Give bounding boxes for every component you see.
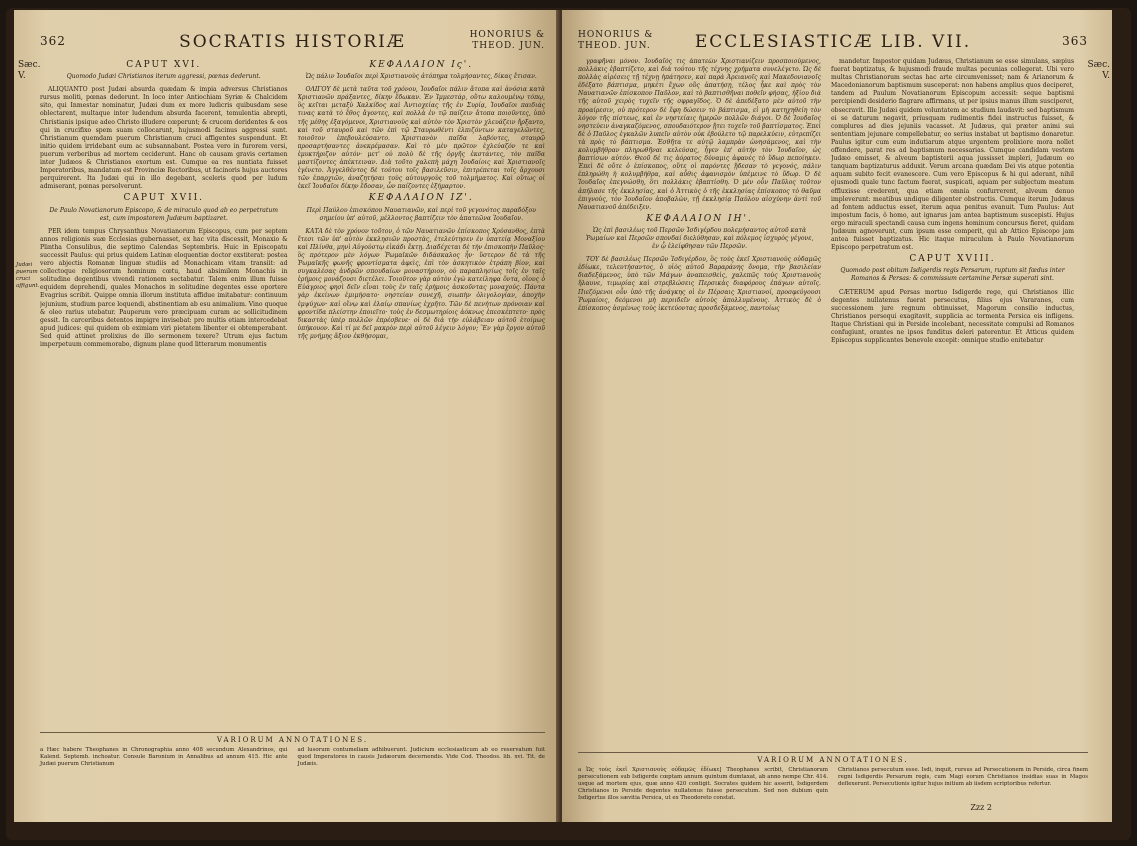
right-page [562, 10, 1112, 822]
kephalaion-17-continued: γραφῆναι μόνον. Ἰουδαῖός τις ἀπατεὼν Χριστιανίζειν προσποιούμενος, πολλάκις ἐβαπτίζετο, καὶ διὰ τούτου τῆς τέχνης χρήματα συνελέγετο. Ὡς δὲ πολλὰς αἱρέσεις τῇ τέχνῃ ἠπάτησεν, καὶ παρὰ Ἀρειανοῖς καὶ Μακεδονιανοῖς ἐδέξατο βάπτισμα, μηκέτι ἔχων οὓς ἀπατήσῃ, τέλος ἧκε καὶ πρὸς τὸν Ναυατιανῶν ἐπίσκοπον Παῦλον, καὶ τὸ βαπτισθῆναι ποθεῖν φήσας, ἠξίου διὰ τῆς αὐτοῦ χειρὸς τυχεῖν τῆς σφραγῖδος. Ὁ δὲ ἀπεδέξατο μὲν αὐτοῦ τὴν προαίρεσιν, οὐ πρότερον δὲ ἔφη δώσειν τὸ βάπτισμα, εἰ μὴ κατηχηθείη τὸν λόγον τῆς πίστεως, καὶ ἐν νηστείαις ἡμερῶν πολλῶν διάγοι. Ὁ δὲ Ἰουδαῖος νηστεύειν ἀναγκαζόμενος, σπουδαιότερον ᾔτει τυχεῖν τοῦ βαπτίσματος. Ἐπεὶ δὲ ὁ Παῦλος ἐγκαλῶν λυπεῖν αὐτὸν οὐκ ἐβούλετο τῷ παρελκύειν, εὐτρεπίζει τὰ πρὸς τὸ βάπτισμα. Ἐσθῆτα τε αὐτῷ λαμπρὰν ὠνησάμενος, καὶ τὴν κολυμβήθραν πληρωθῆναι κελεύσας, ἦγεν ἐπ' αὐτὴν τὸν Ἰουδαῖον, ὡς βαπτίσων αὐτόν. Θεοῦ δέ τις ἀόρατος δύναμις ἀφανὲς τὸ ὕδωρ πεποίηκεν. Ἐπεὶ δὲ οὔτε ὁ ἐπίσκοπος, οὔτε οἱ παρόντες ᾔδεσαν τὸ γεγονός, πάλιν ἐπληρώθη ἡ κολυμβήθρα, καὶ αὖθις ἀφανισμὸν ὑπέμεινε τὸ ὕδωρ. Ὁ δὲ Ἰουδαῖος ἐπεγνώσθη, ὅτι πολλάκις ἐβαπτίσθη. Ὁ μὲν οὖν Παῦλος τοῦτον ἀπήλασε τῆς ἐκκλησίας, καὶ ὁ Ἀττικὸς ὁ τῆς ἐκκλησίας ἐπίσκοπος τὸ θαῦμα ἐπιγνοὺς, τὸν Ἰουδαῖον ἀποβαλὼν, τῇ ἐκκλησίᾳ Παύλου αἰσχύνην ἀντὶ τοῦ Ναυατιανοῦ ἀπέδειξεν. [578, 58, 821, 211]
left-note-col2: ad lusorum contumeliam adhibuerunt. Judicium ecclesiasticum ab eo reservatum fuit quod Imperatores in causis Judæorum decernendis. Vide Cod. Theodos. lib. xvi. Tit. de Judæis. [297, 747, 545, 767]
kephalaion-17-heading: ΚΕΦΑΛΑΙΟΝ ΙΖ'. [368, 193, 474, 204]
right-greek-column [578, 58, 821, 748]
caput-xviii-text: CÆTERUM apud Persas mortuo Isdigerde rege, qui Christianos illic degentes nullatenus fuerat persecutus, filius ejus Vararanes, cum successionem jure regnum obtinuisset, Magorum consilio inductus, Christianos persequi exagitavit, supplicia ac tormenta Persica eis infligens. Itaque Christiani qui in Perside incolebant, necessitate compulsi ad Romanos confugiunt, orantes ne ipsos funditus deleri paterentur. Et Atticus quidem Episcopus supplicantes benevole excepit: omnique studio enitebatur [831, 288, 1074, 345]
running-right-line2: THEOD. JUN. [472, 41, 545, 51]
kephalaion-17-text: ΚΑΤΑ δὲ τὸν χρόνον τοῦτον, ὁ τῶν Ναυατιανῶν ἐπίσκοπος Χρύσανθος, ἑπτὰ ἔτεσι τῶν ὑπ' αὐτὸν ἐκκλησιῶν προστὰς, ἐτελεύτησεν ἐν ὑπατείᾳ Μοναξίου καὶ Πλίνθα, μηνὶ Αὐγούστῳ εἰκάδι ἕκτῃ. Διαδέχεται δὲ τὴν ἐπισκοπὴν Παῦλος· ὃς πρότερον μὲν λόγων Ῥωμαϊκῶν διδάσκαλος ἦν· ὕστερον δὲ τὰ τῆς Ῥωμαϊκῆς φωνῆς φροντίσματα ἀφεὶς, ἐπὶ τὸν ἀσκητικὸν ἐτράπη βίον, καὶ συγκαλέσας ἀνδρῶν σπουδαίων μοναστήριον, οὐ παραπλησίως τοῖς ἐν ταῖς ἐρήμοις μονάζουσι διετέλει. Τοιοῦτον γὰρ αὐτὸν ἐγὼ κατείληφα ὄντα, οἵους ὁ Εὐάγριος φησὶ δεῖν εἶναι τοὺς ἐν ταῖς ἐρήμοις ἀσκοῦντας μοναχούς. Πάντα γὰρ ἐκείνων ἐμιμήσατο· νηστείαν συνεχῆ, σιωπὴν ὀλιγολογίαν, ἀποχὴν ἐμψύχων· καὶ οἴνῳ καὶ ἐλαίῳ σπανίως ἐχρῆτο. Τῶν δὲ πενήτων πρόνοιαν καὶ φροντίδα πλείστην ἐποιεῖτο· τοὺς ἐν δεσμωτηρίοις ἀόκνως ἐπεσκέπτετο· πρὸς δικαστὰς ὑπὲρ πολλῶν ἐπρέσβευε· οἱ δὲ διὰ τὴν εὐλάβειαν αὐτοῦ ἑτοίμως ὑπήκουον. Καὶ τί με δεῖ μακρὸν περὶ αὐτοῦ λέγειν λόγον; Ἓν γὰρ ἔργον αὐτοῦ τῆς μνήμης ἄξιον ἐκθήσομαι, [297, 227, 545, 340]
kephalaion-17-summary: Περὶ Παύλου ἐπισκόπου Ναυατιανῶν, καὶ περὶ τοῦ γεγονότος παραδόξου σημείου ὑπ' αὐτοῦ, μέλλοντος βαπτίζειν τὸν ἀπατεῶνα Ἰουδαῖον. [306, 206, 536, 222]
kephalaion-18-heading: ΚΕΦΑΛΑΙΟΝ ΙΗ'. [646, 213, 753, 224]
left-page-number: 362 [40, 34, 66, 48]
left-running-head [40, 28, 545, 58]
left-page [14, 10, 559, 822]
running-left-line2: THEOD. JUN. [578, 41, 651, 51]
right-latin-column [831, 58, 1074, 748]
caput-xvii-summary: De Paulo Novatianorum Episcopo, & de miraculo quod ab eo perpetratum est, cum impostorem Judæum baptizaret. [49, 206, 279, 222]
right-saec-marker [1087, 60, 1110, 82]
right-running-head [578, 28, 1088, 58]
left-greek-column [298, 58, 546, 728]
right-columns [578, 58, 1074, 748]
running-right-line1: HONORIUS & [469, 30, 545, 40]
caput-xviii-summary: Quomodo post obitum Isdigerdis regis Persarum, ruptum sit fœdus inter Romanos & Persas: & commissum certamine Persæ superati sint. [840, 267, 1065, 283]
kephalaion-16-text: ΟΛΙΓΟΥ δὲ μετὰ ταῦτα τοῦ χρόνου, Ἰουδαῖοι πάλιν ἄτοπα καὶ ἀνόσια κατὰ Χριστιανῶν πράξαντες, δίκην ἔδωκαν. Ἐν Ἰμμεστάρ, οὕτω καλουμένῳ τόπῳ, ὃς κεῖται μεταξὺ Χαλκίδος καὶ Ἀντιοχείας τῆς ἐν Συρίᾳ, Ἰουδαῖοι παιδιάς τινας κατὰ τὸ ἔθος ἄγοντες, καὶ πολλὰ ἐν τῷ παίζειν ἄτοπα ποιοῦντες, ὑπὸ τῆς μέθης ἐξαγόμενοι, Χριστιανοὺς καὶ αὐτὸν τὸν Χριστὸν χλευάζειν ἤρξαντο, καὶ τοῦ σταυροῦ καὶ τῶν ἐπὶ τῷ Σταυρωθέντι ἐλπιζόντων καταγελῶντες, τοιοῦτον ἐπεβουλεύσαντο. Χριστιανὸν παῖδα λαβόντες, σταυρῷ προσαρτήσαντες ἀνεκρέμασαν. Καὶ τὸ μὲν πρῶτον ἐχλεύαζόν τε καὶ ἐμυκτήριζον αὐτόν· μετ' οὐ πολὺ δὲ τῆς ὀργῆς ἐκστάντες, τὸν παῖδα μαστίζοντες ἀπέκτειναν. Διὰ τοῦτο χαλεπὴ μάχη Ἰουδαίοις καὶ Χριστιανοῖς ἐγένετο. Ἀγγελθέντος δὲ τούτου τοῖς βασιλεῦσιν, ἐπιτρέπεται τοῖς ἄρχουσι τῶν ἐπαρχιῶν, ἀναζητήσαι τοὺς αὐτουργοὺς τοῦ τολμήματος. Καὶ οὕτως οἱ ἐκεῖ Ἰουδαῖοι δίκην ἔδοσαν, ὧν παίζοντες ἐξήμαρτον. [297, 86, 545, 191]
right-running-title: ECCLESIASTICÆ LIB. VII. [694, 32, 972, 52]
left-note-col1: a Hæc habere Theophanes in Chronographia anno 408 secundum Alexandrinos, qui Kalend. Septemb. inchoatur. Consule Baronium in Annalibus ad annum 415. Hic ante Judæi puerum Christianum [40, 747, 288, 767]
saec-label: Sæc. [18, 60, 41, 70]
caput-xvii-heading: CAPUT XVII. [123, 193, 205, 204]
right-notes [578, 767, 1088, 802]
kephalaion-18-text: ΤΟΥ δὲ βασιλέως Περσῶν Ἰσδιγέρδου, ὃς τοὺς ἐκεῖ Χριστιανοὺς οὐδαμῶς ἐδίωκε, τελευτήσαντος, ὁ υἱὸς αὐτοῦ Βαραράνης ὄνομα, τὴν βασιλείαν διαδεξάμενος, ὑπὸ τῶν Μάγων ἀναπεισθεὶς, χαλεπῶς τοὺς Χριστιανοὺς ἤλαυνε, τιμωρίας καὶ στρεβλώσεις Περσικὰς διαφόρους ἐπάγων αὐτοῖς. Πιεζόμενοι οὖν ὑπὸ τῆς ἀνάγκης οἱ ἐν Πέρσαις Χριστιανοί, προσφεύγουσι Ῥωμαίοις, δεόμενοι μὴ περιιδεῖν αὐτοὺς ἀπολλυμένους. Ἀττικὸς δὲ ὁ ἐπίσκοπος ἀσμένως τοὺς ἱκετεύοντας προσδεξάμενος, παντοίως [578, 256, 821, 312]
left-notes [40, 747, 545, 768]
left-margin-note: Judæi puerum cruci affigunt. [16, 262, 40, 289]
caput-xvi-text: ALIQUANTO post Judæi absurda quædam & impia adversus Christianos rursus moliti, pœnas dederunt. In loco inter Antiochiam Syriæ & Chalcidem sito, qui Inmestar nominatur, Judæi dum ex more ludicris quibusdam sese oblectarent, multaque inter ludendum absurda facerent, temulentia abrepti, Christianis ipsique adeo Christo illudere cœperunt; & crucem deridentes & eos qui in crucifixo spem suam collocarunt, hujusmodi facinus aggressi sunt. Christianum quemdam puerum Christianum cruci affigentes suspendunt. Et initio quidem irridebant eum ac subsannabant. Postea vero in furorem versi, puerum verberibus ad mortem ceciderunt. Hanc ob causam gravis certamen inter Judæos & Christianos exortum est. Cumque ea res nuntiata fuisset Imperatoribus, mandatum est Provinciæ Rectoribus, ut facinoris hujus auctores perquirerent. Ita Judæi qui in illo degebant, sceleris quod per ludum admiserant, pœnas persolverunt. [40, 86, 288, 191]
caput-xvii-continued: mandetur. Impostor quidam Judæus, Christianum se esse simulans, sæpius fuerat baptizatus, & hujusmodi fraude multas pecunias collegerat. Ubi vero multas Christianorum sectas hac arte circumvenisset; nam & Arianorum & Macedonianorum baptismum susceperat: non habens amplius quos deciperet, tandem ad Paulum Novatianorum Episcopum accessit: seque baptismi percipiendi desiderio flagrare affirmans, ut per ipsius manus illum susciperet, obsecravit. Ille Judæi quidem voluntatem ac studium laudavit: sed baptismum ei se daturum negavit, priusquam rudimentis fidei instructus fuisset, & complures ad dies jejuniis vacasset. At Judæus, qui præter animi sui sententiam jejunare compellebatur, eo serius instabat ut baptismo donaretur. Paulus igitur cum eum indutiarum atque urgentem prolixiore mora nollet offendere, parat res ad baptismum necessarias. Cumque candidam vestem Judæo emisset, & alveum baptisterii aqua jussisset impleri, Judæum eo tanquam baptizaturus adduxit. Verum arcana quædam Dei vis atque potentia aquam subito fecit evanescere. Cum vero Episcopus & hi qui aderant, nihil ejusmodi quale tunc factum fuerat, suspicati, aquam per subjectum meatum effluxisse crederent, qua etiam omnia confurrerent, alveum denuo impleverunt: meatibus undique diligenter obstructis. Cumque iterum Judæus ad fontem adductus esset, iterum aqua penitus evanuit. Tum Paulus: Aut impostum facis, ô homo, aut ignarus jam antea baptismum suscepisti. Hujus ergo miraculi spectandi causa cum ingens hominum concursus fieret, quidam Judæum agnoverunt, cum ipsum esse comperit, qui ab Attico Episcopo jam antea fuisset baptizatus. Hic itaque miraculum à Paulo Novatianorum Episcopo perpetratum est. [831, 58, 1074, 252]
caput-xviii-heading: CAPUT XVIII. [909, 254, 996, 265]
left-latin-column [40, 58, 288, 728]
kephalaion-16-summary: Ὡς πάλιν Ἰουδαῖοι περὶ Χριστιανοὺς ἀτόπημα τολμήσαντες, δίκας ἔτισαν. [305, 73, 537, 81]
caput-xvi-heading: CAPUT XVI. [126, 60, 202, 70]
right-page-number: 363 [1062, 34, 1088, 48]
caput-xvii-text: PER idem tempus Chrysanthus Novatianorum Episcopus, cum per septem annos religionis suæ Ecclesias gubernasset, ex hac vita discessit, Monaxio & Plintha Consulibus, die septimo Calendas Septembris. Huic in Episcopatu successit Paulus: qui prius quidem Latinæ eloquentiæ doctor exstiterat: postea vero abjectis Romanæ linguæ studiis ad Monachicam vitam transiit: ad collectoque religiosorum hominum cœtu, haud absimilem Monachis in solitudine degentibus vivendi rationem sectabatur. Talem enim illum fuisse equidem deprehendi, quales Monachos in solitudine degentes esse oportere Evagrius scribit. Quippe omnia illorum instituta affidue imitabatur: continuum jejunium, studium parce loquendi, abstinentiam ab esu animalium. Vino quoque & oleo rarius utebatur. Pauperum vero præcipuam curam ac sollicitudinem gessit. In carceribus detentos impigre invisebat: pro multis etiam intercedebat apud judices: qui quidem ob eximiam viri pietatem libenter ei obtemperabant. Sed quid attinet prolixius de illo sermonem texere? Utrum ejus factum imperpetuum commemorabo, dignum plane quod litterarum monumentis [40, 227, 288, 348]
saec-number-right: V. [1102, 71, 1110, 81]
left-running-right [470, 30, 545, 52]
left-columns [40, 58, 545, 728]
saec-number: V. [18, 71, 26, 81]
right-notes-heading: VARIORUM ANNOTATIONES. [578, 752, 1088, 764]
kephalaion-16-heading: ΚΕΦΑΛΑΙΟΝ Ις'. [369, 60, 474, 70]
caput-xvi-summary: Quomodo Judæi Christianos iterum aggressi, pœnas dederunt. [66, 73, 261, 81]
left-notes-heading: VARIORUM ANNOTATIONES. [40, 732, 545, 744]
right-note-col2: Christianos persecutum esse. Isdi, inquit, rursus ad Persecutionem in Perside, circa finem regni Isdigerdis Persarum regis, cum Magi eorum Christianos insidias suas in Magos deflexerunt. Persecutionis igitur hujus initium ab iisdem scriptoribus refertur. [838, 767, 1088, 787]
kephalaion-18-summary: Ὡς ἐπὶ βασιλέως τοῦ Περσῶν Ἰσδιγέρδου πολεμήσαντος αὐτοῦ κατὰ Ῥωμαίων καὶ Περσῶν σπονδαί διελύθησαν, καὶ πόλεμος ἰσχυρὸς γέγονε, ἐν ᾧ ἐλείφθησαν τῶν Περσῶν. [585, 226, 814, 251]
signature-mark: Zzz 2 [970, 803, 992, 812]
right-note-col1: a Ὡς τοὺς ἐκεῖ Χριστιανοὺς οὐδαμῶς ἐδίωκε] Theophanes scribit, Christianorum persecutionem sub Isdigerde cœptam annum quintum dumtaxat, ab anno nempe Chr. 414. usque ad mortem ejus, quæ anno 420 contigit. Socrates quidem hic asserit, Isdigerdem Christianos in Perside degentes nullatenus fuisse persecutum. Sed non dubium quin Isdigertus illos sævitia Persica, ut ex Theodoreto constat. [578, 767, 828, 801]
left-saec-marker [18, 60, 41, 82]
running-left-line1: HONORIUS & [578, 30, 654, 40]
saec-label-right: Sæc. [1087, 60, 1110, 70]
left-running-title: SOCRATIS HISTORIÆ [179, 32, 406, 52]
